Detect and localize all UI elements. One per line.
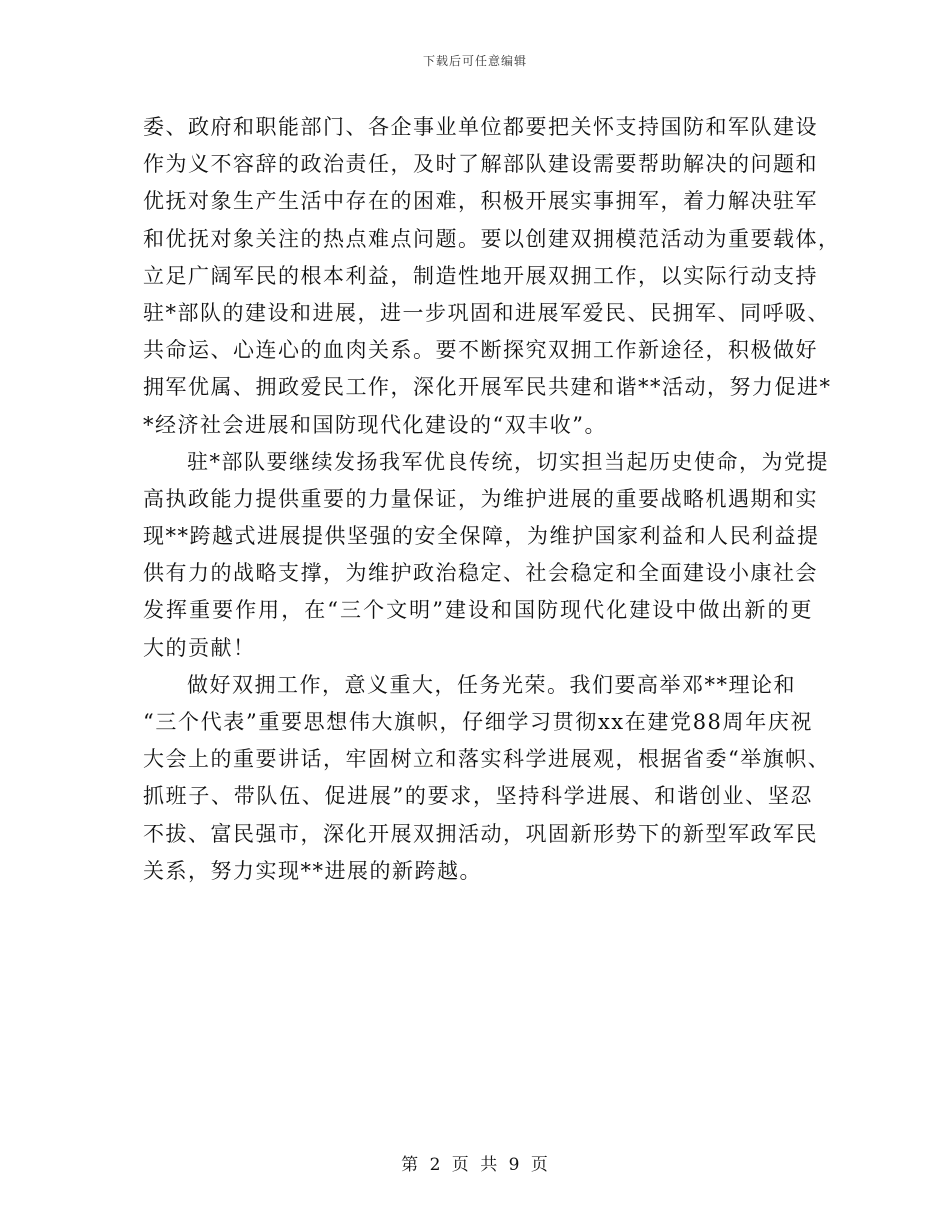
body-line: 作为义不容辞的政治责任，及时了解部队建设需要帮助解决的问题和 <box>143 152 818 177</box>
paragraph-end-line: *经济社会进展和国防现代化建设的“双丰收”。 <box>143 412 607 437</box>
body-line: “三个代表”重要思想伟大旗帜，仔细学习贯彻xx在建党88周年庆祝 <box>143 710 813 734</box>
paragraph-end-line: 大的贡献！ <box>143 635 256 660</box>
paragraph-end-line: 关系，努力实现**进展的新跨越。 <box>143 858 482 883</box>
body-line: 供有力的战略支撑，为维护政治稳定、社会稳定和全面建设小康社会 <box>143 561 818 586</box>
body-line: 发挥重要作用，在“三个文明”建设和国防现代化建设中做出新的更 <box>143 598 813 623</box>
paragraph-start-line: 驻*部队要继续发扬我军优良传统，切实担当起历史使命，为党提 <box>187 449 829 474</box>
body-line: 立足广阔军民的根本利益，制造性地开展双拥工作，以实际行动支持 <box>143 263 818 288</box>
body-line: 大会上的重要讲话，牢固树立和落实科学进展观，根据省委“举旗帜、 <box>143 747 831 772</box>
body-line: 共命运、心连心的血肉关系。要不断探究双拥工作新途径，积极做好 <box>143 338 818 363</box>
body-line: 委、政府和职能部门、各企事业单位都要把关怀支持国防和军队建设 <box>143 115 818 139</box>
body-line: 高执政能力提供重要的力量保证，为维护进展的重要战略机遇期和实 <box>143 486 818 511</box>
document-body <box>143 109 841 890</box>
page-header: 下载后可任意编辑 <box>422 54 527 68</box>
body-line: 驻*部队的建设和进展，进一步巩固和进展军爱民、民拥军、同呼吸、 <box>143 300 830 325</box>
body-line: 现**跨越式进展提供坚强的安全保障，为维护国家利益和人民利益提 <box>143 524 820 549</box>
paragraph-start-line: 做好双拥工作，意义重大，任务光荣。我们要高举邓**理论和 <box>187 672 796 697</box>
body-line: 抓班子、带队伍、促进展”的要求，坚持科学进展、和谐创业、坚忍 <box>143 784 813 809</box>
body-line: 和优抚对象关注的热点难点问题。要以创建双拥模范活动为重要载体， <box>143 226 841 251</box>
body-line: 不拔、富民强市，深化开展双拥活动，巩固新形势下的新型军政军民 <box>143 821 818 846</box>
page-number-footer: 第 2 页 共 9 页 <box>401 1155 549 1175</box>
body-line: 优抚对象生产生活中存在的困难，积极开展实事拥军，着力解决驻军 <box>143 189 818 214</box>
body-line: 拥军优属、拥政爱民工作，深化开展军民共建和谐**活动，努力促进* <box>143 375 832 400</box>
